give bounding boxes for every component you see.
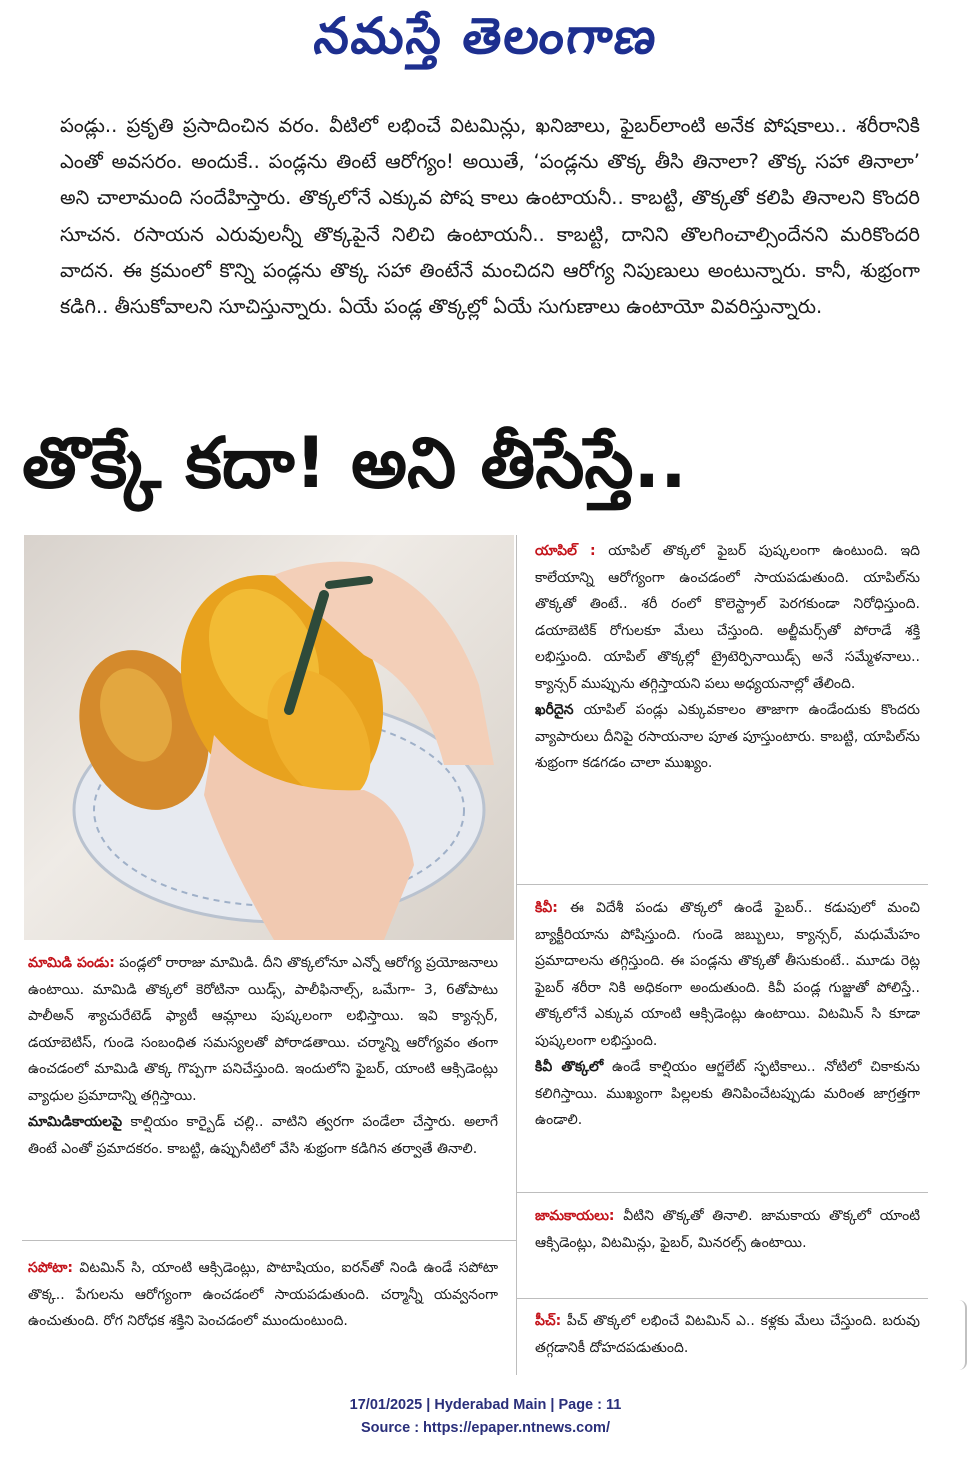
guava-text: వీటిని తొక్కతో తినాలి. జామకాయ తొక్కలో యాంటి ఆక్సిడెంట్లు, విటమిన్లు, ఫైబర్, మినరల్స్ ఉంటాయి. [535,1208,920,1251]
apple-paragraph [535,538,920,697]
apple-paragraph-2 [535,697,920,777]
divider-kiwi-guava [516,1192,928,1193]
mango-text-2: కాల్షియం కార్బైడ్ చల్లి.. వాటిని త్వరగా పండేలా చేస్తారు. అలాగే తింటే ఎంతో ప్రమాదకరం. కాబట్టి, ఉప్పునీటిలో వేసి శుభ్రంగా కడిగిన తర్వాతే తినాలి. [28,1114,498,1157]
kiwi-text: ఈ విదేశీ పండు తొక్కలో ఉండే ఫైబర్.. కడుపులో మంచి బ్యాక్టీరియాను పోషిస్తుంది. గుండె జబ్బులు, క్యాన్సర్, మధుమేహం ప్రమాదాలను తగ్గిస్తుంది. ఈ పండ్లను తొక్కతో తీసుకుంటే.. మూడు రెట్ల ఫైబర్ శరీరా నికి అధికంగా అందుతుంది. కివీ పండ్ల గుజ్జుతో పోలిస్తే.. తొక్కలోనే ఎక్కువ యాంటి ఆక్సిడెంట్లు ఉంటాయి. విటమిన్ సి కూడా పుష్కలంగా లభిస్తుంది. [535,900,920,1049]
divider-guava-peach [516,1298,928,1299]
peach-lead: పీచ్: [535,1313,562,1329]
kiwi-section [535,895,920,1134]
kiwi-text-2: ఉండే కాల్షియం ఆగ్జలేట్ స్ఫటికాలు.. నోటిలో చికాకును కలిగిస్తాయి. ముఖ్యంగా పిల్లలకు తినిపించేటప్పుడు మరింత జాగ్రత్తగా ఉండాలి. [535,1059,920,1128]
photo-illustration [24,535,514,940]
mango-text: పండ్లలో రారాజు మామిడి. దీని తొక్కలోనూ ఎన్నో ఆరోగ్య ప్రయోజనాలు ఉంటాయి. మామిడి తొక్కలో కెరోటినా యిడ్స్, పాలీఫినాల్స్, ఒమేగా- 3, 6తోపాటు పాలీఅన్ శ్యాచురేటెడ్ ఫ్యాటీ ఆమ్లాలు పుష్కలంగా లభిస్తాయి. ఇవి క్యాన్సర్, డయాబెటిస్, గుండె సంబంధిత సమస్యలతో పోరాడతాయి. చర్మాన్ని ఆరోగ్యవం తంగా ఉంచడంలో మామిడి తొక్క గొప్పగా పనిచేస్తుంది. ఇందులోని ఫైబర్, యాంటి ఆక్సిడెంట్లు వ్యాధుల ప్రమాదాన్ని తగ్గిస్తాయి. [28,955,498,1104]
guava-section [535,1203,920,1256]
divider-apple-kiwi [516,884,928,885]
column-divider [516,535,517,1375]
sapota-section [28,1255,498,1335]
headline: తొక్కే కదా! అని తీసేస్తే.. [22,422,687,504]
intro-text: పండ్లు.. ప్రకృతి ప్రసాదించిన వరం. వీటిలో లభించే విటమిన్లు, ఖనిజాలు, ఫైబర్‌లాంటి అనేక పోషకాలు.. శరీరానికి ఎంతో అవసరం. అందుకే.. పండ్లను తింటే ఆరోగ్యం! అయితే, ‘పండ్లను తొక్క తీసి తినాలా? తొక్క సహా తినాలా’ అని చాలామంది సందేహిస్తారు. తొక్కలోనే ఎక్కువ పోష కాలు ఉంటాయనీ.. కాబట్టి, తొక్కతో కలిపి తినాలని కొందరి సూచన. రసాయన ఎరువులన్నీ తొక్కపైనే నిలిచి ఉంటాయనీ.. కాబట్టి, దానిని తొలగించాల్సిందేనని మరికొందరి వాదన. ఈ క్రమంలో కొన్ని పండ్లను తొక్క సహా తింటేనే మంచిదని ఆరోగ్య నిపుణులు అంటున్నారు. కానీ, శుభ్రంగా కడిగి.. తీసుకోవాలని సూచిస్తున్నారు. ఏయే పండ్ల తొక్కల్లో ఏయే సుగుణాలు ఉంటాయో వివరిస్తున్నారు. [60,114,920,319]
apple-text-2: యాపిల్ పండ్లు ఎక్కువకాలం తాజాగా ఉండేందుకు కొందరు వ్యాపారులు దీనిపై రసాయనాల పూత పూస్తుంటారు. కాబట్టి, యాపిల్‌ను శుభ్రంగా కడగడం చాలా ముఖ్యం. [535,702,920,771]
mango-paragraph [28,950,498,1109]
kiwi-lead: కివీ: [535,900,558,916]
footer-source: Source : https://epaper.ntnews.com/ [361,1420,610,1436]
peach-paragraph [535,1308,920,1361]
peach-section [535,1308,920,1361]
mango-bold: మామిడికాయలపై [28,1114,123,1130]
apple-bold: ఖరీదైన [535,702,574,718]
sapota-paragraph [28,1255,498,1335]
apple-text: యాపిల్ తొక్కలో ఫైబర్ పుష్కలంగా ఉంటుంది. ఇది కాలేయాన్ని ఆరోగ్యంగా ఉంచడంలో సాయపడుతుంది. యాపిల్‌ను తొక్కతో తింటే.. శరీ రంలో కొలెస్ట్రాల్ పెరగకుండా నిరోధిస్తుంది. డయాబెటిక్ రోగులకూ మేలు చేస్తుంది. అల్జీమర్స్‌తో పోరాడే శక్తి లభిస్తుంది. యాపిల్ తొక్కల్లో ట్రైటెర్పినాయిడ్స్ అనే సమ్మేళనాలు.. క్యాన్సర్ ముప్పును తగ్గిస్తాయని పలు అధ్యయనాల్లో తేలింది. [535,543,920,692]
kiwi-bold: కివీ తొక్కలో [535,1059,604,1075]
sapota-text: విటమిన్ సి, యాంటి ఆక్సిడెంట్లు, పొటాషియం, ఐరన్‌తో నిండి ఉండే సపోటా తొక్క.. పేగులను ఆరోగ్యంగా ఉంచడంలో సాయపడుతుంది. చర్మాన్నీ యవ్వనంగా ఉంచుతుంది. రోగ నిరోధక శక్తిని పెంచడంలో ముందుంటుంది. [28,1260,498,1329]
page-fold-mark [957,1300,967,1370]
footer-dateline: 17/01/2025 | Hyderabad Main | Page : 11 [349,1397,622,1413]
masthead-title: నమస్తే తెలంగాణ [311,6,662,65]
intro-paragraph [60,108,920,325]
mango-peeling-photo [24,535,514,940]
apple-lead: యాపిల్ : [535,543,596,559]
guava-lead: జామకాయలు: [535,1208,615,1224]
apple-section [535,538,920,777]
peach-text: పీచ్ తొక్కలో లభించే విటమిన్ ఎ.. కళ్లకు మేలు చేస్తుంది. బరువు తగ్గడానికీ దోహదపడుతుంది. [535,1313,920,1356]
kiwi-paragraph [535,895,920,1054]
mango-paragraph-2 [28,1109,498,1162]
kiwi-paragraph-2 [535,1054,920,1134]
divider-mango-sapota [22,1240,516,1241]
mango-section [28,950,498,1162]
guava-paragraph [535,1203,920,1256]
mango-lead: మామిడి పండు: [28,955,115,971]
sapota-lead: సపోటా: [28,1260,73,1276]
